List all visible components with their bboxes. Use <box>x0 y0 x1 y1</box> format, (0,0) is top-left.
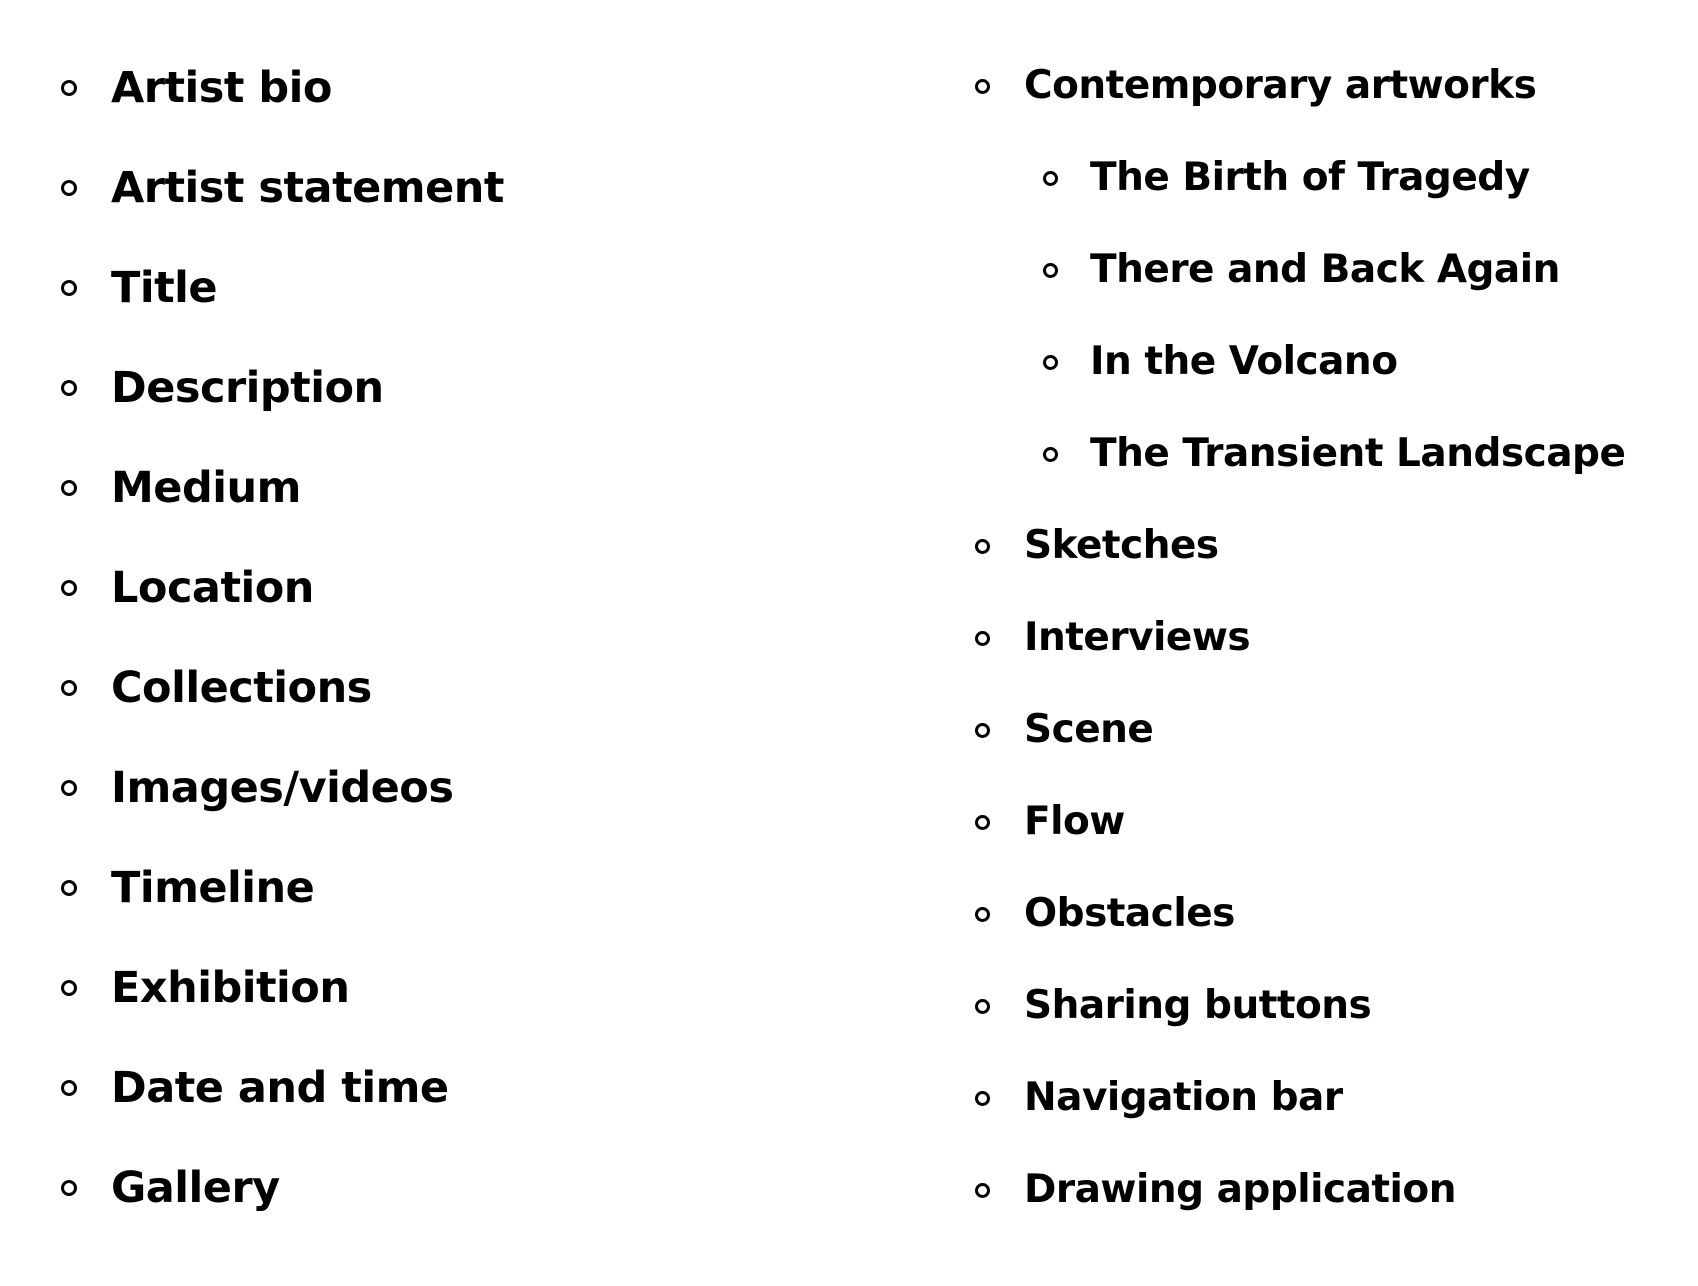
list-item-label: Collections <box>111 663 372 713</box>
sub-list-item-label: There and Back Again <box>1090 247 1560 292</box>
hollow-bullet-icon <box>61 280 77 296</box>
list-item-label: Navigation bar <box>1024 1075 1343 1120</box>
list-item-label: Location <box>111 563 314 613</box>
list-item-label: Sketches <box>1024 523 1219 568</box>
list-item-label: Artist statement <box>111 163 504 213</box>
list-item-label: Date and time <box>111 1063 449 1113</box>
hollow-bullet-icon <box>975 723 990 738</box>
hollow-bullet-icon <box>61 1080 77 1096</box>
list-item-label: Scene <box>1024 707 1154 752</box>
hollow-bullet-icon <box>61 780 77 796</box>
sub-list-item-label: The Birth of Tragedy <box>1090 155 1530 200</box>
hollow-bullet-icon <box>61 480 77 496</box>
list-item-label: Exhibition <box>111 963 350 1013</box>
list-item-label: Interviews <box>1024 615 1251 660</box>
hollow-bullet-icon <box>975 907 990 922</box>
hollow-bullet-icon <box>61 180 77 196</box>
hollow-bullet-icon <box>975 815 990 830</box>
list-item-label: Images/videos <box>111 763 454 813</box>
hollow-bullet-icon <box>975 1183 990 1198</box>
hollow-bullet-icon <box>975 631 990 646</box>
hollow-bullet-icon <box>1043 447 1058 462</box>
hollow-bullet-icon <box>975 1091 990 1106</box>
hollow-bullet-icon <box>61 380 77 396</box>
sub-list-item-label: In the Volcano <box>1090 339 1398 384</box>
list-item-label: Drawing application <box>1024 1167 1456 1212</box>
hollow-bullet-icon <box>975 79 990 94</box>
list-item-label: Sharing buttons <box>1024 983 1372 1028</box>
list-item-label: Gallery <box>111 1163 280 1213</box>
hollow-bullet-icon <box>61 580 77 596</box>
hollow-bullet-icon <box>1043 263 1058 278</box>
hollow-bullet-icon <box>61 1180 77 1196</box>
sub-list-item-label: The Transient Landscape <box>1090 431 1626 476</box>
hollow-bullet-icon <box>61 680 77 696</box>
hollow-bullet-icon <box>1043 355 1058 370</box>
hollow-bullet-icon <box>61 80 77 96</box>
list-item-label: Obstacles <box>1024 891 1235 936</box>
list-item-label: Timeline <box>111 863 315 913</box>
hollow-bullet-icon <box>61 980 77 996</box>
list-item-label: Description <box>111 363 384 413</box>
list-item-label: Medium <box>111 463 301 513</box>
list-item-label: Flow <box>1024 799 1125 844</box>
list-item-label: Artist bio <box>111 63 332 113</box>
hollow-bullet-icon <box>975 539 990 554</box>
hollow-bullet-icon <box>61 880 77 896</box>
hollow-bullet-icon <box>975 999 990 1014</box>
hollow-bullet-icon <box>1043 171 1058 186</box>
list-item-label: Contemporary artworks <box>1024 63 1537 108</box>
list-item-label: Title <box>111 263 218 313</box>
